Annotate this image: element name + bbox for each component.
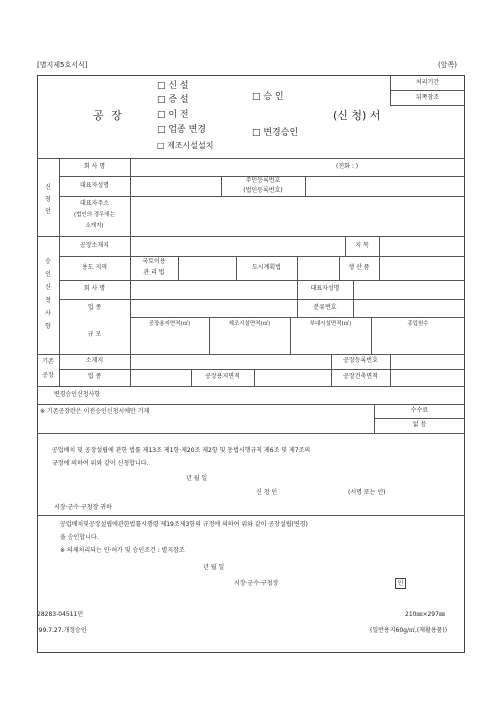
approval-line3: ※ 의제처리되는 인·허가 및 승인조건 : 별지참조 bbox=[60, 547, 185, 554]
aux-area-label: 부대시설면적(㎡) bbox=[309, 321, 352, 327]
class-no-label: 분류번호 bbox=[313, 304, 337, 311]
approval-date: 년 월 일 bbox=[203, 564, 225, 571]
opt-approval[interactable]: □ 승 인 bbox=[252, 92, 284, 102]
sign-or-seal: (서명 또는 인) bbox=[348, 489, 386, 496]
form-frame bbox=[37, 75, 465, 653]
urban-plan-label: 도시계획법 bbox=[252, 264, 281, 271]
jimok-label: 지 목 bbox=[355, 242, 369, 249]
statement-line2: 규정에 의하여 위와 같이 신청합니다. bbox=[52, 460, 149, 467]
approval-industry-label: 업 종 bbox=[87, 304, 102, 311]
company-name-label: 회 사 명 bbox=[83, 163, 106, 170]
addressee: 시장·군수·구청장 귀하 bbox=[54, 504, 112, 511]
issuer-label: 시장·군수·구청장 bbox=[234, 580, 279, 587]
opt-facility[interactable]: □ 제조시설설치 bbox=[157, 141, 214, 150]
zone-label: 용도 지역 bbox=[81, 264, 108, 271]
opt-change-approval[interactable]: □ 변경승인 bbox=[252, 128, 299, 138]
fee-value: 없 음 bbox=[412, 421, 427, 428]
scale-label: 규 모 bbox=[87, 331, 102, 338]
approval-section-label: 승 인 신 청 사 항 bbox=[45, 258, 51, 330]
change-item-label: 변경승인신청사항 bbox=[53, 391, 101, 398]
applicant-sign-label: 신 청 인 bbox=[256, 489, 278, 496]
opt-expand[interactable]: □ 증 설 bbox=[157, 95, 189, 105]
revision-note: '99.7.27.개정승인 bbox=[37, 627, 87, 634]
page-side: (앞쪽) bbox=[438, 61, 457, 69]
statement-date: 년 월 일 bbox=[186, 475, 208, 482]
corp-no-label: (법인등록번호) bbox=[243, 187, 283, 194]
existing-location-label: 소재지 bbox=[85, 357, 104, 364]
existing-site-label: 공장용지면적 bbox=[205, 373, 240, 380]
form-code: 28283-04511민 bbox=[37, 611, 84, 618]
opt-relocate[interactable]: □ 이 전 bbox=[157, 110, 189, 120]
existing-note: ※ 기존공장란은 이전승인신청시에만 기재 bbox=[40, 408, 150, 415]
statement-line1: 공업배치 및 공장설립에 관한 법률 제13조 제1항·제20조 제2항 및 동법시행규칙 제6조 및 제7조의 bbox=[52, 447, 311, 454]
site-area-label: 공장용지면적(㎡) bbox=[148, 321, 191, 327]
applicant-section-label: 신 청 인 bbox=[45, 184, 51, 215]
opt-new[interactable]: □ 신 설 bbox=[157, 81, 189, 91]
approval-company-label: 회 사 명 bbox=[83, 285, 106, 292]
rep-address-note2: 소재지) bbox=[85, 223, 104, 229]
resident-no-label: 주민등록번호 bbox=[245, 177, 281, 184]
paper-size: 210㎜×297㎜ bbox=[405, 611, 445, 618]
period-value: 뒤쪽참조 bbox=[415, 94, 440, 101]
approval-line2: 을 승인합니다. bbox=[60, 534, 99, 541]
land-use-label-1: 국토이용 bbox=[142, 258, 166, 265]
existing-label-2: 공장 bbox=[42, 372, 54, 379]
title-request: (신 청) 서 bbox=[333, 109, 381, 122]
location-label: 공장소재지 bbox=[80, 242, 109, 249]
existing-building-label: 공장건축면적 bbox=[343, 373, 378, 380]
seal-box: 인 bbox=[395, 578, 406, 589]
existing-industry-label: 업 종 bbox=[87, 373, 102, 380]
phone-label: (전화 : ) bbox=[336, 163, 359, 170]
period-label: 처리기간 bbox=[415, 79, 440, 86]
rep-name-label: 대표자성명 bbox=[80, 182, 109, 189]
title-gongjang: 공 장 bbox=[93, 109, 124, 122]
facility-area-label: 제조시설면적(㎡) bbox=[228, 321, 271, 327]
land-use-label-2: 관 리 법 bbox=[143, 269, 165, 276]
product-label: 생 산 품 bbox=[348, 264, 370, 271]
fee-label: 수수료 bbox=[410, 407, 429, 414]
opt-industry-change[interactable]: □ 업종 변경 bbox=[157, 125, 207, 135]
approval-rep-label: 대표자성명 bbox=[310, 285, 340, 292]
approval-line1: 공업배치및공장설립에관한법률시행령 제19조제3항의 규정에 의하여 위와 같이 공장설립(변경) bbox=[60, 521, 308, 528]
rep-address-label: 대표자주소 bbox=[80, 200, 109, 207]
rep-address-note1: (법인의 경우에는 bbox=[73, 212, 116, 218]
existing-reg-label: 공장등록번호 bbox=[343, 357, 378, 364]
paper-type: (일반용지60g/㎡,(재활용품)) bbox=[370, 627, 448, 634]
form-number: [별지제5호서식] bbox=[37, 61, 88, 69]
existing-label-1: 기존 bbox=[42, 358, 54, 365]
employees-label: 종업원수 bbox=[407, 321, 429, 327]
